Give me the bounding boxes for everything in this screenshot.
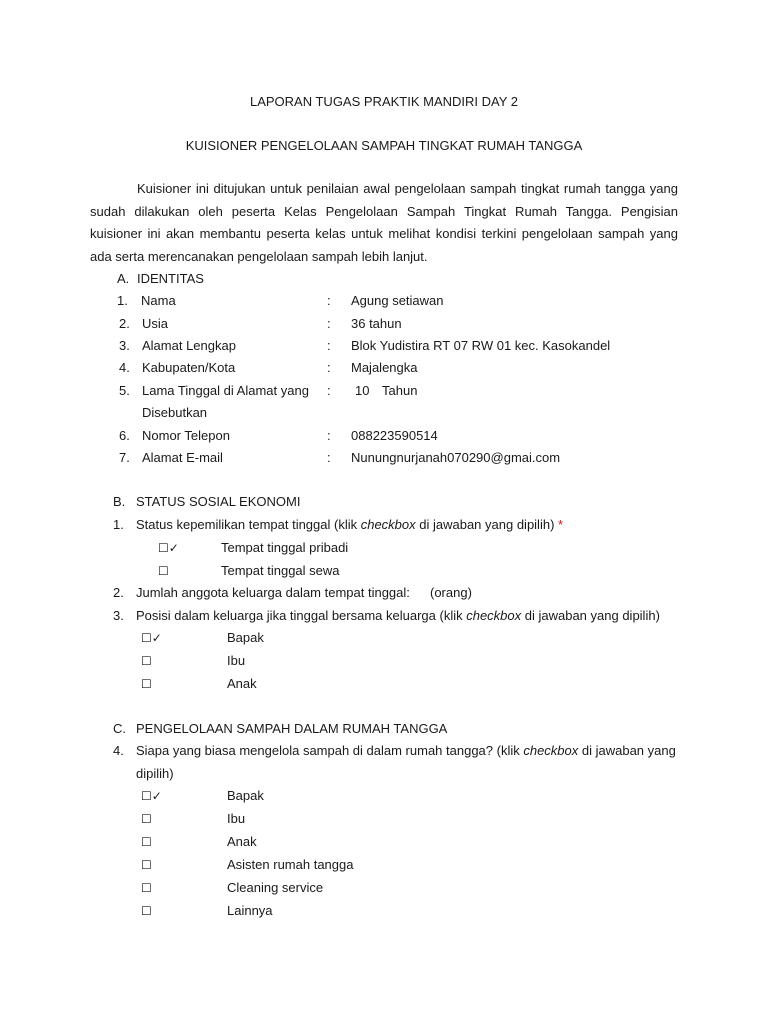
checkbox-icon: ☐ [141, 835, 152, 849]
question-text-part: di jawaban yang [578, 743, 676, 758]
checkbox-pengelola-asisten[interactable] [141, 858, 152, 871]
row-label: Alamat Lengkap [142, 338, 236, 353]
checkbox-pengelola-cleaning[interactable] [141, 881, 152, 894]
required-asterisk: * [558, 517, 564, 532]
checkbox-icon: ☐ [141, 904, 152, 918]
row-number: 3. [119, 338, 130, 353]
row-number: 5. [119, 383, 130, 398]
question-1-number: 1. [113, 517, 124, 532]
checkbox-icon: ☐ [141, 631, 152, 645]
section-a-letter: A. [117, 271, 130, 286]
question-1-text [136, 518, 563, 531]
option-label: Bapak [227, 630, 264, 645]
option-label: Ibu [227, 811, 246, 826]
checkmark-icon: ✓ [151, 631, 162, 645]
checkbox-icon: ☐ [158, 541, 169, 555]
question-2-unit: (orang) [430, 585, 472, 600]
document-subtitle: KUISIONER PENGELOLAAN SAMPAH TINGKAT RUMAH TANGGA [185, 138, 583, 153]
checkbox-icon: ☐ [141, 677, 152, 691]
option-label: Anak [227, 834, 257, 849]
question-text-part: Siapa yang biasa mengelola sampah di dalam rumah tangga? (klik [136, 743, 524, 758]
intro-paragraph [90, 178, 678, 268]
row-colon: : [327, 383, 331, 398]
row-number: 6. [119, 428, 130, 443]
question-4-text [136, 744, 676, 757]
question-text-emphasis: checkbox [360, 517, 416, 532]
section-c-letter: C. [113, 721, 126, 736]
checkmark-icon: ✓ [151, 789, 162, 803]
row-value: Agung setiawan [351, 293, 444, 308]
row-colon: : [327, 428, 331, 443]
row-value: Blok Yudistira RT 07 RW 01 kec. Kasokandel [351, 338, 611, 353]
question-text-emphasis: checkbox [523, 743, 579, 758]
option-label: Anak [227, 676, 257, 691]
row-label: Alamat E-mail [142, 450, 223, 465]
checkbox-icon: ☐ [141, 654, 152, 668]
row-label: Nama [141, 293, 176, 308]
question-3-text [136, 609, 660, 622]
row-colon: : [327, 338, 331, 353]
section-c-heading: PENGELOLAAN SAMPAH DALAM RUMAH TANGGA [136, 721, 448, 736]
question-text-part: Posisi dalam keluarga jika tinggal bersama keluarga (klik [136, 608, 467, 623]
row-value: 36 tahun [351, 316, 402, 331]
checkbox-tempat-sewa[interactable] [158, 564, 169, 577]
checkbox-tempat-pribadi[interactable] [158, 541, 179, 554]
question-text-part: Status kepemilikan tempat tinggal (klik [136, 517, 361, 532]
document-title: LAPORAN TUGAS PRAKTIK MANDIRI DAY 2 [249, 94, 518, 109]
row-colon: : [327, 316, 331, 331]
row-label-continued: Disebutkan [142, 405, 208, 420]
section-b-letter: B. [113, 494, 126, 509]
row-number: 1. [117, 293, 128, 308]
row-number: 2. [119, 316, 130, 331]
row-value: 10 [355, 383, 370, 398]
row-colon: : [327, 450, 331, 465]
row-label: Usia [142, 316, 169, 331]
question-4-number: 4. [113, 743, 124, 758]
question-text-part: di jawaban yang dipilih) [415, 517, 559, 532]
row-label: Kabupaten/Kota [142, 360, 236, 375]
checkbox-posisi-ibu[interactable] [141, 654, 152, 667]
option-label: Cleaning service [227, 880, 324, 895]
question-text-part: di jawaban yang dipilih) [521, 608, 660, 623]
section-a-heading: IDENTITAS [137, 271, 204, 286]
checkbox-icon: ☐ [141, 789, 152, 803]
row-colon: : [327, 293, 331, 308]
row-value: Nunungnurjanah070290@gmai.com [351, 450, 561, 465]
checkbox-icon: ☐ [141, 812, 152, 826]
option-label: Asisten rumah tangga [227, 857, 354, 872]
checkbox-icon: ☐ [141, 858, 152, 872]
question-2-number: 2. [113, 585, 124, 600]
checkbox-icon: ☐ [158, 564, 169, 578]
row-number: 4. [119, 360, 130, 375]
section-b-heading: STATUS SOSIAL EKONOMI [136, 494, 301, 509]
row-colon: : [327, 360, 331, 375]
checkmark-icon: ✓ [168, 541, 179, 555]
checkbox-posisi-anak[interactable] [141, 677, 152, 690]
question-3-number: 3. [113, 608, 124, 623]
row-number: 7. [119, 450, 130, 465]
question-4-text-continued: dipilih) [136, 766, 174, 781]
question-text-emphasis: checkbox [466, 608, 522, 623]
option-label: Tempat tinggal pribadi [221, 540, 349, 555]
checkbox-icon: ☐ [141, 881, 152, 895]
checkbox-pengelola-ibu[interactable] [141, 812, 152, 825]
option-label: Bapak [227, 788, 264, 803]
option-label: Ibu [227, 653, 246, 668]
checkbox-pengelola-anak[interactable] [141, 835, 152, 848]
checkbox-pengelola-bapak[interactable] [141, 789, 162, 802]
row-label: Lama Tinggal di Alamat yang [142, 383, 309, 398]
checkbox-posisi-bapak[interactable] [141, 631, 162, 644]
option-label: Lainnya [227, 903, 273, 918]
row-label: Nomor Telepon [142, 428, 230, 443]
checkbox-pengelola-lainnya[interactable] [141, 904, 152, 917]
question-2-text: Jumlah anggota keluarga dalam tempat tinggal: [136, 585, 410, 600]
intro-text: Kuisioner ini ditujukan untuk penilaian awal pengelolaan sampah tingkat rumah tangga yang sudah dilakukan oleh peserta Kelas Pengelolaan Sampah Tingkat Rumah Tangga. Pengisian kuisioner ini akan membantu peserta kelas untuk melihat kondisi terkini pengelolaan sampah yang ada serta merencanakan pengelolaan sampah lebih lanjut. [90, 181, 678, 264]
row-value: Majalengka [351, 360, 418, 375]
option-label: Tempat tinggal sewa [221, 563, 340, 578]
row-value: 088223590514 [351, 428, 438, 443]
row-value-unit: Tahun [382, 383, 418, 398]
